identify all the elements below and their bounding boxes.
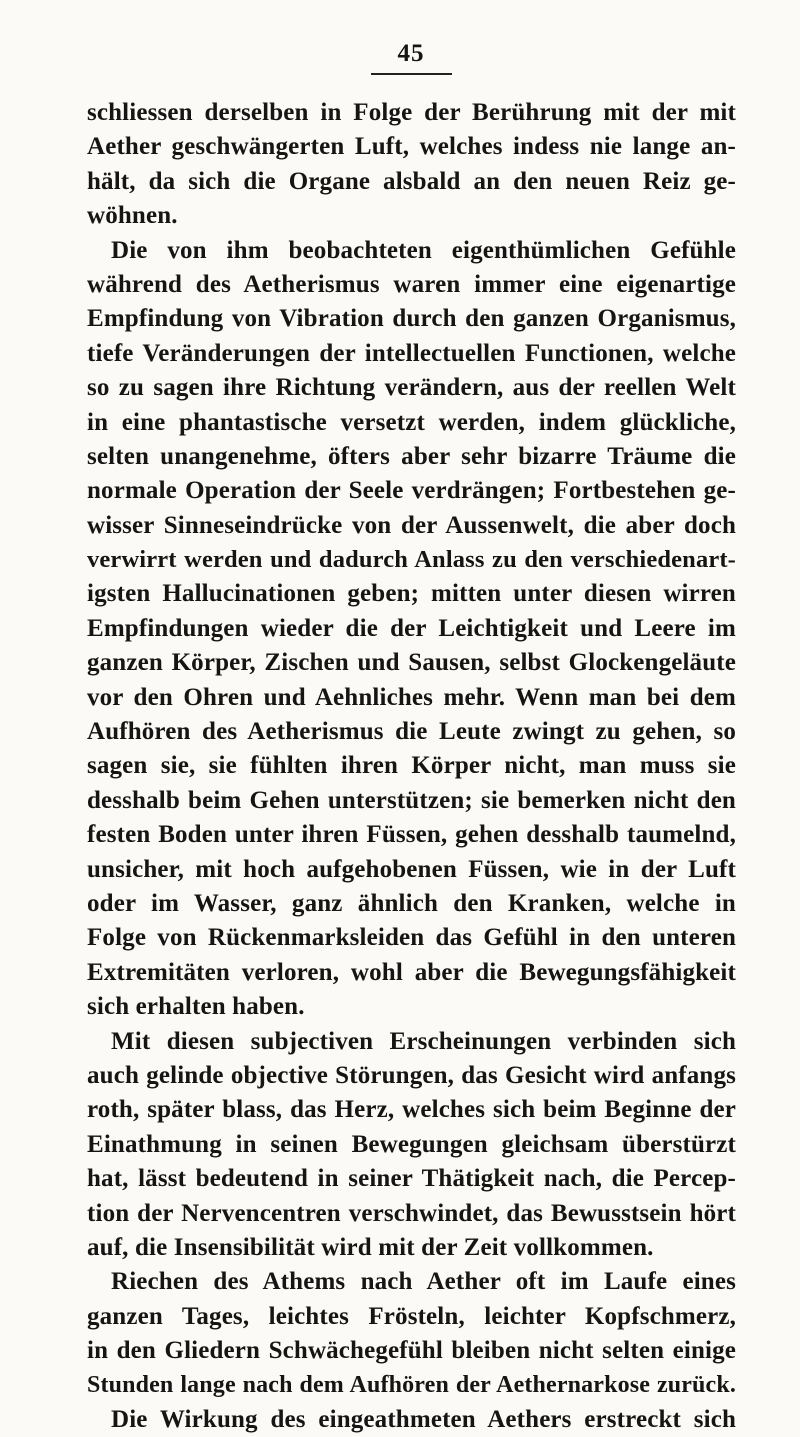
- text-line: oder im Wasser, ganz ähnlich den Kranken, welche in: [87, 889, 736, 917]
- text-line: Folge von Rückenmarksleiden das Gefühl in den unteren: [87, 924, 736, 952]
- text-line: Empfindungen wieder die der Leichtigkeit und Leere im: [87, 614, 736, 642]
- text-line: Mit diesen subjectiven Erscheinungen verbinden sich: [111, 1027, 736, 1055]
- text-line: Riechen des Athems nach Aether oft im Laufe eines: [111, 1268, 736, 1296]
- text-line: vor den Ohren und Aehnliches mehr. Wenn man bei dem: [87, 683, 736, 711]
- text-line: tiefe Veränderungen der intellectuellen Functionen, welche: [87, 339, 736, 367]
- text-line: sich erhalten haben.: [87, 993, 305, 1021]
- text-line: in eine phantastische versetzt werden, indem glückliche,: [87, 408, 736, 436]
- text-line: Extremitäten verloren, wohl aber die Bewegungsfähigkeit: [87, 958, 736, 986]
- text-line: wöhnen.: [87, 202, 178, 230]
- text-line: desshalb beim Gehen unterstützen; sie bemerken nicht den: [87, 786, 736, 814]
- text-line: Aufhören des Aetherismus die Leute zwingt zu gehen, so: [87, 718, 736, 746]
- text-line: sagen sie, sie fühlten ihren Körper nicht, man muss sie: [87, 752, 736, 780]
- text-line: Empfindung von Vibration durch den ganzen Organismus,: [87, 305, 736, 333]
- body-text: [87, 96, 736, 1437]
- text-line: schliessen derselben in Folge der Berührung mit der mit: [87, 99, 736, 126]
- page-number: 45: [397, 40, 425, 67]
- text-line: festen Boden unter ihren Füssen, gehen desshalb taumelnd,: [87, 821, 736, 849]
- text-line: selten unangenehme, öfters aber sehr bizarre Träume die: [87, 442, 736, 470]
- text-line: hat, lässt bedeutend in seiner Thätigkeit nach, die Percep-: [87, 1165, 736, 1193]
- text-line: Aether geschwängerten Luft, welches indess nie lange an-: [87, 133, 736, 161]
- text-line: roth, später blass, das Herz, welches sich beim Beginne der: [87, 1096, 736, 1124]
- text-line: so zu sagen ihre Richtung verändern, aus der reellen Welt: [87, 374, 736, 402]
- text-line: auch gelinde objective Störungen, das Gesicht wird anfangs: [87, 1061, 736, 1089]
- text-line: auf, die Insensibilität wird mit der Zeit vollkommen.: [87, 1233, 654, 1261]
- text-line: in den Gliedern Schwächegefühl bleiben nicht selten einige: [87, 1337, 736, 1365]
- text-line: Die von ihm beobachteten eigenthümlichen Gefühle: [111, 236, 736, 264]
- text-line: ganzen Körper, Zischen und Sausen, selbst Glockengeläute: [87, 649, 736, 677]
- text-line: Einathmung in seinen Bewegungen gleichsam überstürzt: [87, 1130, 736, 1158]
- text-line: wisser Sinneseindrücke von der Aussenwelt, die aber doch: [87, 511, 736, 539]
- text-line: normale Operation der Seele verdrängen; Fortbestehen ge-: [87, 477, 736, 505]
- text-line: ganzen Tages, leichtes Frösteln, leichter Kopfschmerz,: [87, 1302, 736, 1330]
- text-line: igsten Hallucinationen geben; mitten unter diesen wirren: [87, 580, 736, 608]
- text-line: unsicher, mit hoch aufgehobenen Füssen, wie in der Luft: [87, 855, 736, 883]
- text-line: tion der Nervencentren verschwindet, das Bewusstsein hört: [87, 1199, 736, 1227]
- text-line: hält, da sich die Organe alsbald an den neuen Reiz ge-: [87, 167, 736, 195]
- text-line: verwirrt werden und dadurch Anlass zu den verschiedenart-: [87, 546, 736, 574]
- text-line: während des Aetherismus waren immer eine eigenartige: [87, 270, 736, 298]
- text-line: Die Wirkung des eingeathmeten Aethers erstreckt sich: [111, 1405, 736, 1433]
- page-number-underline: [371, 73, 452, 75]
- text-line: Stunden lange nach dem Aufhören der Aethernarkose zurück.: [87, 1372, 736, 1399]
